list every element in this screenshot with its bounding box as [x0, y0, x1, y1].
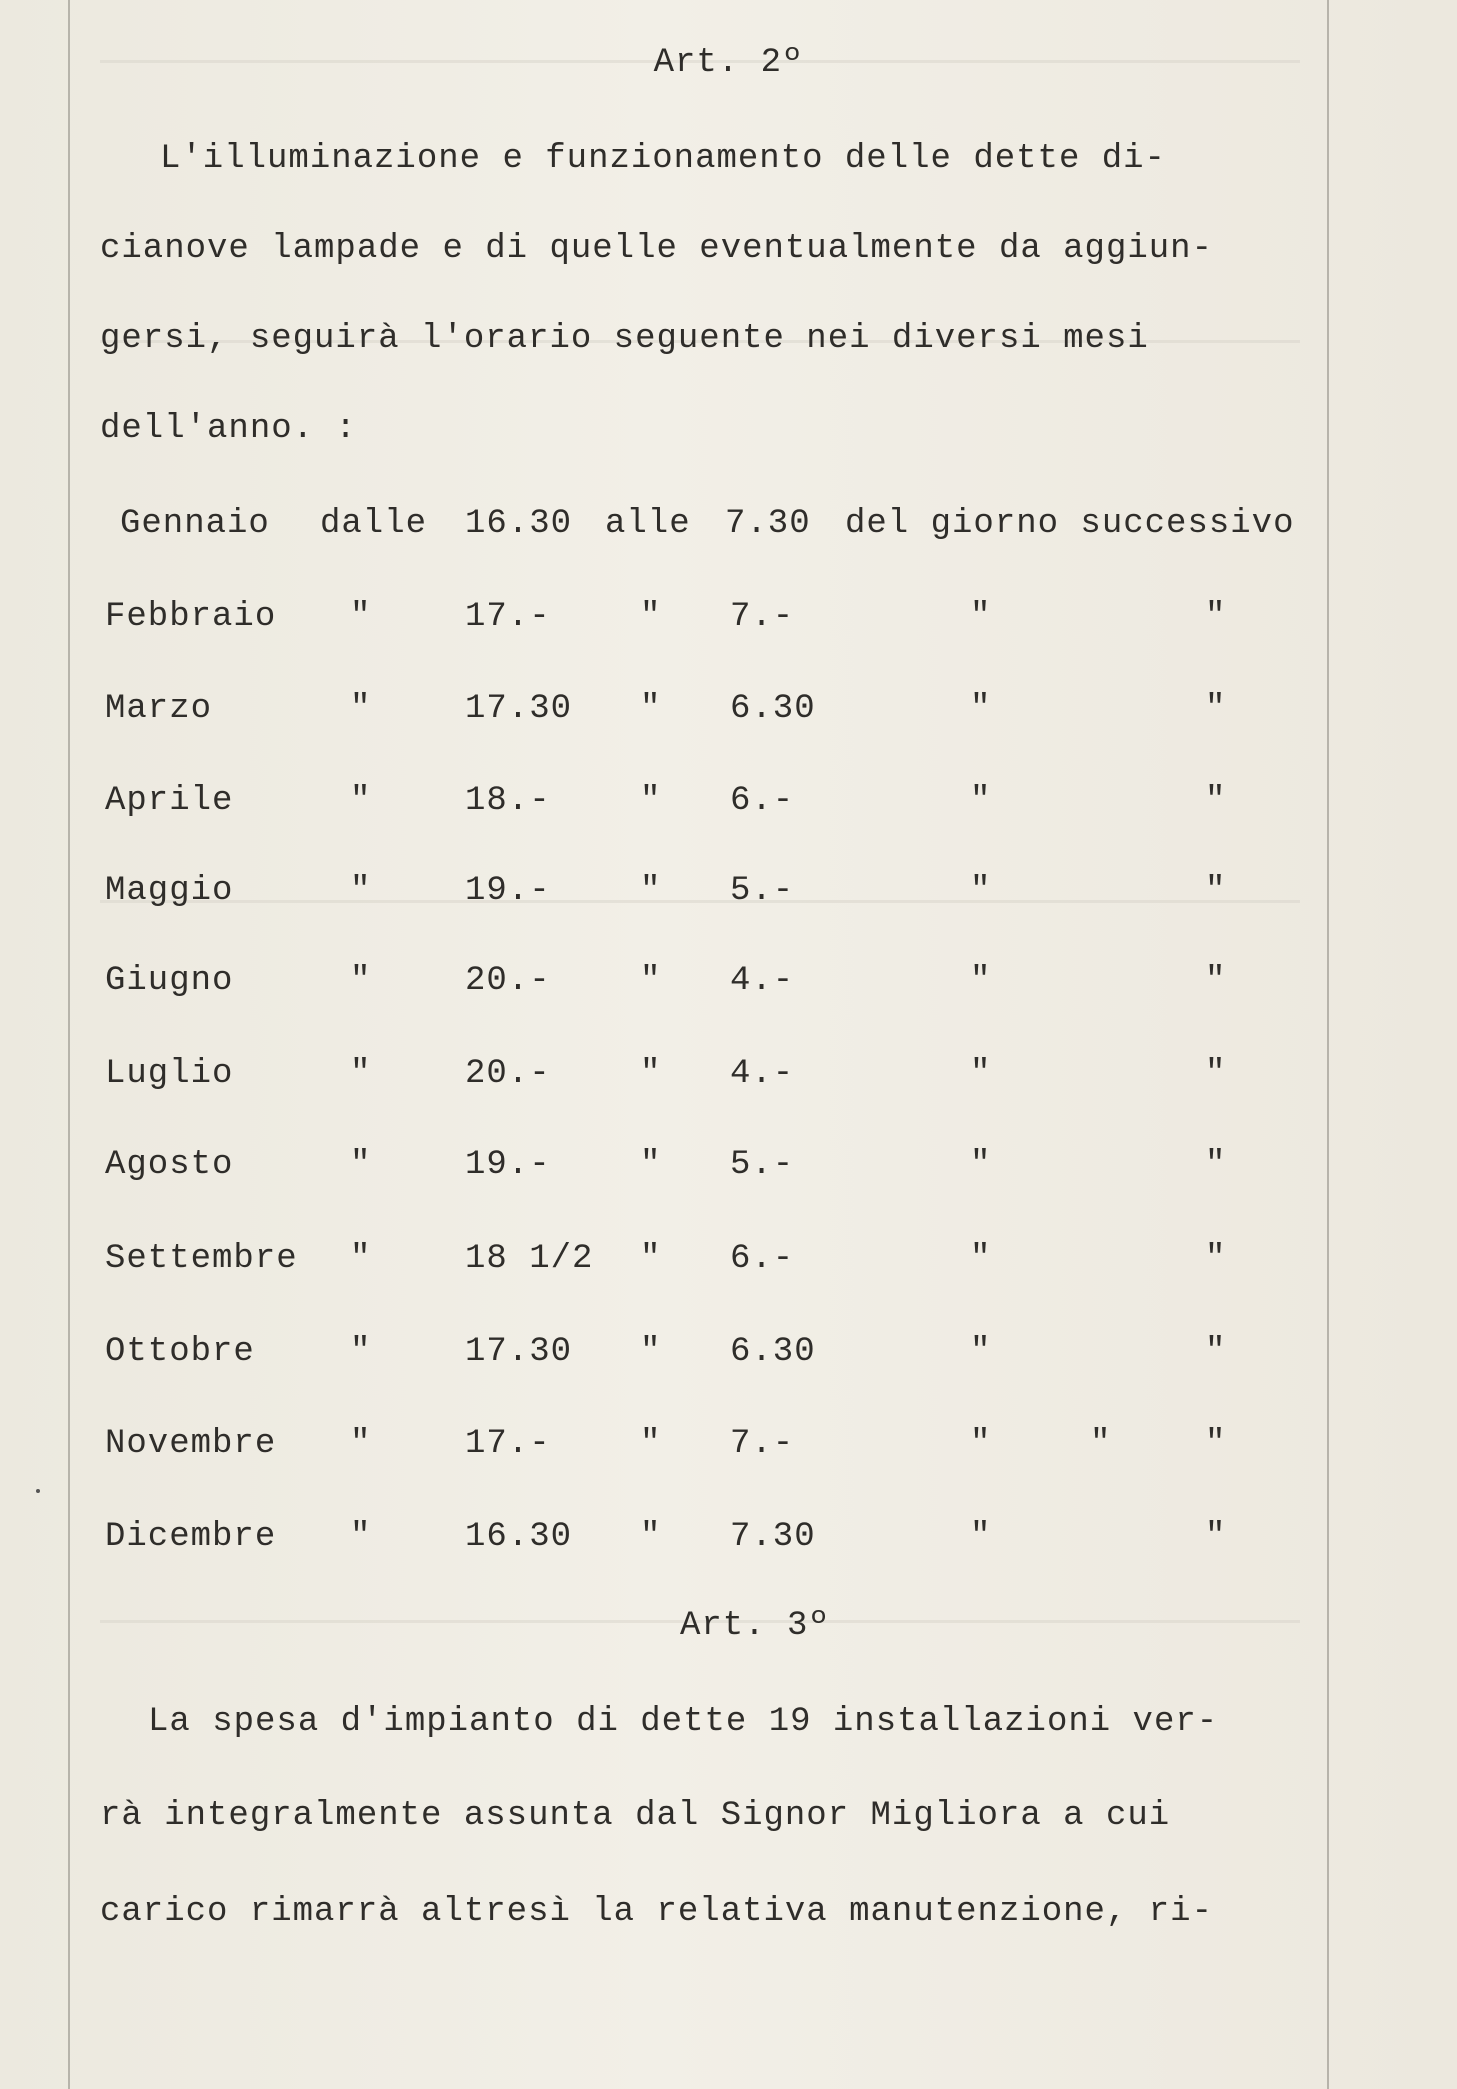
ditto-mark: " — [970, 1240, 992, 1278]
ditto-mark: " — [1205, 872, 1227, 910]
ditto-mark: " — [640, 962, 662, 1000]
ditto-mark: " — [640, 1518, 662, 1556]
ditto-mark: " — [970, 872, 992, 910]
left-margin-line — [68, 0, 70, 2089]
ditto-mark: " — [350, 1425, 372, 1463]
end-time: 4.- — [730, 962, 795, 1000]
ditto-mark: " — [350, 782, 372, 820]
month-label: Luglio — [105, 1055, 234, 1093]
ditto-mark: " — [350, 1146, 372, 1184]
to-word: alle — [605, 505, 691, 543]
start-time: 17.30 — [465, 1333, 573, 1371]
month-label: Novembre — [105, 1425, 277, 1463]
start-time: 17.30 — [465, 690, 573, 728]
ditto-mark: " — [970, 1518, 992, 1556]
ditto-mark: " — [1205, 962, 1227, 1000]
ditto-mark: " — [1090, 1425, 1112, 1463]
ditto-mark: " — [640, 1333, 662, 1371]
ditto-mark: " — [350, 598, 372, 636]
ditto-mark: " — [640, 1240, 662, 1278]
article-2-line-1: L'illuminazione e funzionamento delle dette di- — [160, 140, 1166, 178]
ditto-mark: " — [350, 1333, 372, 1371]
bleed-through-line — [100, 900, 1300, 903]
ditto-mark: " — [1205, 1146, 1227, 1184]
ditto-mark: " — [350, 962, 372, 1000]
end-time: 7.30 — [730, 1518, 816, 1556]
article-2-heading: Art. 2º — [653, 44, 804, 82]
ditto-mark: " — [640, 1146, 662, 1184]
ditto-mark: " — [640, 598, 662, 636]
ditto-mark: " — [1205, 690, 1227, 728]
ditto-mark: " — [970, 690, 992, 728]
end-time: 4.- — [730, 1055, 795, 1093]
month-label: Maggio — [105, 872, 234, 910]
start-time: 19.- — [465, 1146, 551, 1184]
ditto-mark: " — [350, 1518, 372, 1556]
article-3-heading: Art. 3º — [680, 1607, 830, 1645]
ditto-mark: " — [640, 782, 662, 820]
start-time: 18.- — [465, 782, 551, 820]
start-time: 17.- — [465, 1425, 551, 1463]
end-time: 7.- — [730, 1425, 795, 1463]
ditto-mark: " — [1205, 1518, 1227, 1556]
end-time: 5.- — [730, 1146, 795, 1184]
month-label: Giugno — [105, 962, 234, 1000]
ditto-mark: " — [970, 1055, 992, 1093]
month-label: Gennaio — [120, 505, 270, 543]
end-time: 6.- — [730, 782, 795, 820]
month-label: Agosto — [105, 1146, 234, 1184]
ditto-mark: " — [1205, 1425, 1227, 1463]
next-day-note: del giorno successivo — [845, 505, 1295, 543]
start-time: 18 1/2 — [465, 1240, 594, 1278]
right-margin-line — [1327, 0, 1329, 2089]
month-label: Marzo — [105, 690, 213, 728]
start-time: 16.30 — [465, 505, 573, 543]
ditto-mark: " — [970, 1333, 992, 1371]
from-word: dalle — [320, 505, 428, 543]
ditto-mark: " — [1205, 1333, 1227, 1371]
ink-speck — [36, 1489, 40, 1493]
article-2-line-3: gersi, seguirà l'orario seguente nei diversi mesi — [100, 320, 1149, 358]
month-label: Aprile — [105, 782, 234, 820]
end-time: 7.- — [730, 598, 795, 636]
month-label: Ottobre — [105, 1333, 255, 1371]
start-time: 20.- — [465, 962, 551, 1000]
ditto-mark: " — [970, 962, 992, 1000]
end-time: 5.- — [730, 872, 795, 910]
start-time: 20.- — [465, 1055, 551, 1093]
month-label: Settembre — [105, 1240, 298, 1278]
ditto-mark: " — [350, 872, 372, 910]
start-time: 17.- — [465, 598, 551, 636]
ditto-mark: " — [1205, 598, 1227, 636]
article-3-line-1: La spesa d'impianto di dette 19 installazioni ver- — [148, 1703, 1219, 1741]
ditto-mark: " — [350, 1055, 372, 1093]
end-time: 6.- — [730, 1240, 795, 1278]
start-time: 16.30 — [465, 1518, 573, 1556]
ditto-mark: " — [640, 1425, 662, 1463]
month-label: Dicembre — [105, 1518, 277, 1556]
article-2-line-4: dell'anno. : — [100, 410, 357, 448]
month-label: Febbraio — [105, 598, 277, 636]
ditto-mark: " — [640, 1055, 662, 1093]
ditto-mark: " — [970, 1146, 992, 1184]
start-time: 19.- — [465, 872, 551, 910]
ditto-mark: " — [970, 782, 992, 820]
end-time: 7.30 — [725, 505, 811, 543]
ditto-mark: " — [970, 598, 992, 636]
end-time: 6.30 — [730, 1333, 816, 1371]
ditto-mark: " — [1205, 1240, 1227, 1278]
ditto-mark: " — [970, 1425, 992, 1463]
ditto-mark: " — [350, 1240, 372, 1278]
ditto-mark: " — [350, 690, 372, 728]
ditto-mark: " — [640, 690, 662, 728]
article-3-line-3: carico rimarrà altresì la relativa manutenzione, ri- — [100, 1893, 1213, 1931]
ditto-mark: " — [1205, 1055, 1227, 1093]
article-2-line-2: cianove lampade e di quelle eventualmente da aggiun- — [100, 230, 1213, 268]
article-3-line-2: rà integralmente assunta dal Signor Migliora a cui — [100, 1797, 1171, 1835]
end-time: 6.30 — [730, 690, 816, 728]
ditto-mark: " — [640, 872, 662, 910]
ditto-mark: " — [1205, 782, 1227, 820]
